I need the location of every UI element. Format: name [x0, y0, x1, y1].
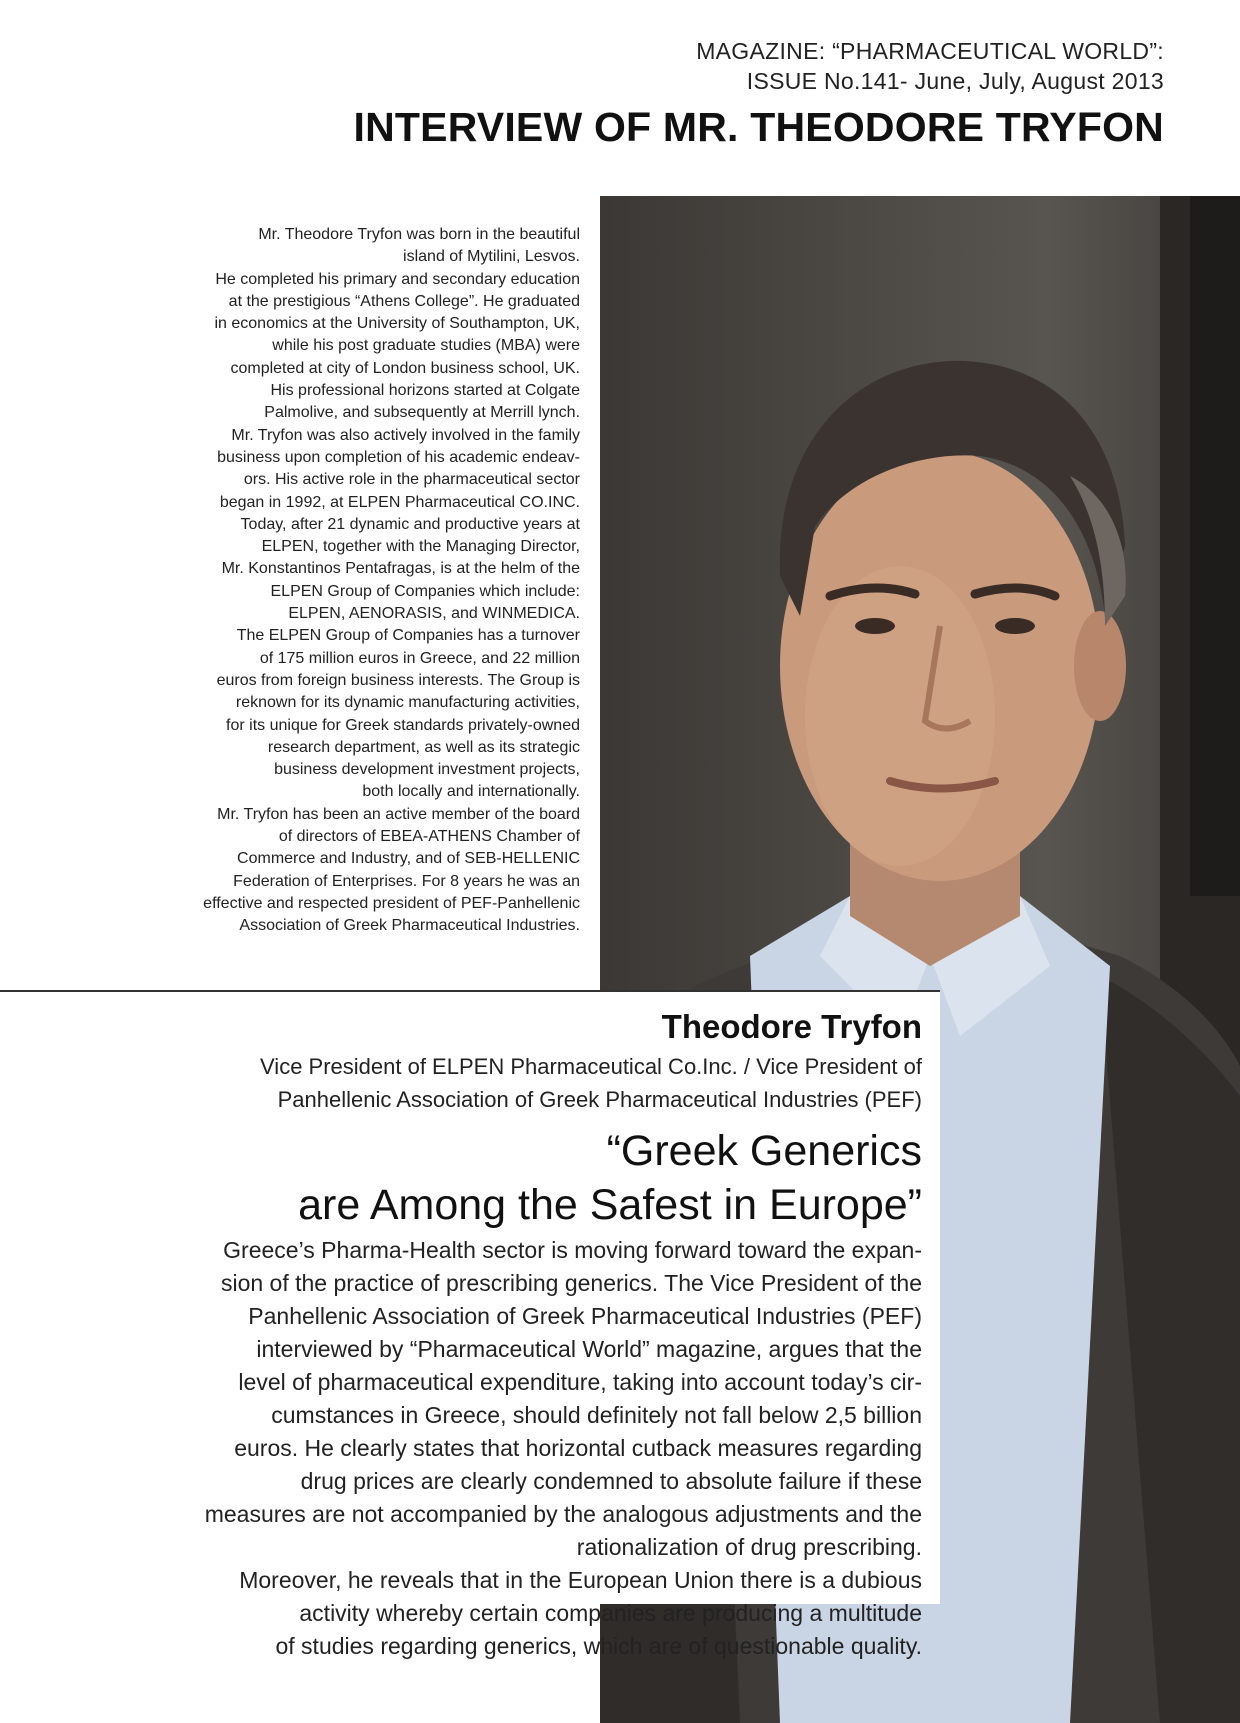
interviewee-role: Vice President of ELPEN Pharmaceutical Co.Inc. / Vice President of Panhellenic Association of Greek Pharmaceutical Industries (PEF) — [260, 1054, 922, 1112]
magazine-name: MAGAZINE: “PHARMACEUTICAL WORLD”: — [696, 38, 1164, 64]
issue-info: ISSUE No.141- June, July, August 2013 — [746, 68, 1164, 94]
article-header — [354, 36, 1164, 154]
page-title: INTERVIEW OF MR. THEODORE TRYFON — [353, 104, 1164, 150]
biography-text: Mr. Theodore Tryfon was born in the beautiful island of Mytilini, Lesvos. He completed his primary and secondary education at the prestigious “Athens College”. He graduated in economics at the University of Southampton, UK, while his post graduate studies (MBA) were completed at city of London business school, UK. His professional horizons started at Colgate Palmolive, and subsequently at Merrill lynch. Mr. Tryfon was also actively involved in the family business upon completion of his academic endeav- ors. His active role in the pharmaceutical sector began in 1992, at ELPEN Pharmaceutical CO.INC. Today, after 21 dynamic and productive years at ELPEN, together with the Managing Director, Mr. Konstantinos Pentafragas, is at the helm of the ELPEN Group of Companies which include: ELPEN, AENORASIS, and WINMEDICA. The ELPEN Group of Companies has a turnover of 175 million euros in Greece, and 22 million euros from foreign business interests. The Group is reknown for its dynamic manufacturing activities, for its unique for Greek standards privately-owned research department, as well as its strategic business development investment projects, both locally and internationally. Mr. Tryfon has been an active member of the board of directors of EBEA-ATHENS Chamber of Commerce and Industry, and of SEB-HELLENIC Federation of Enterprises. For 8 years he was an effective and respected president of PEF-Panhellenic Association of Greek Pharmaceutical Industries. — [203, 226, 580, 935]
article-headline: “Greek Generics are Among the Safest in Europe” — [298, 1127, 922, 1229]
article-lead: Greece’s Pharma-Health sector is moving forward toward the expan- sion of the practice of prescribing generics. The Vice President of the Panhellenic Association of Greek Pharmaceutical Industries (PEF) interviewed by “Pharmaceutical World” magazine, argues that the level of pharmaceutical expenditure, taking into account today’s cir- cumstances in Greece, should definitely not fall below 2,5 billion euros. He clearly states that horizontal cutback measures regarding drug prices are clearly condemned to absolute failure if these measures are not accompanied by the analogous adjustments and the rationalization of drug prescribing. Moreover, he reveals that in the European Union there is a dubious activity whereby certain companies are producing a multitude of studies regarding generics, which are of questionable quality. — [204, 1237, 922, 1659]
panel-divider — [0, 990, 940, 992]
interview-intro-panel — [0, 990, 940, 1659]
interviewee-name: Theodore Tryfon — [661, 1008, 922, 1045]
